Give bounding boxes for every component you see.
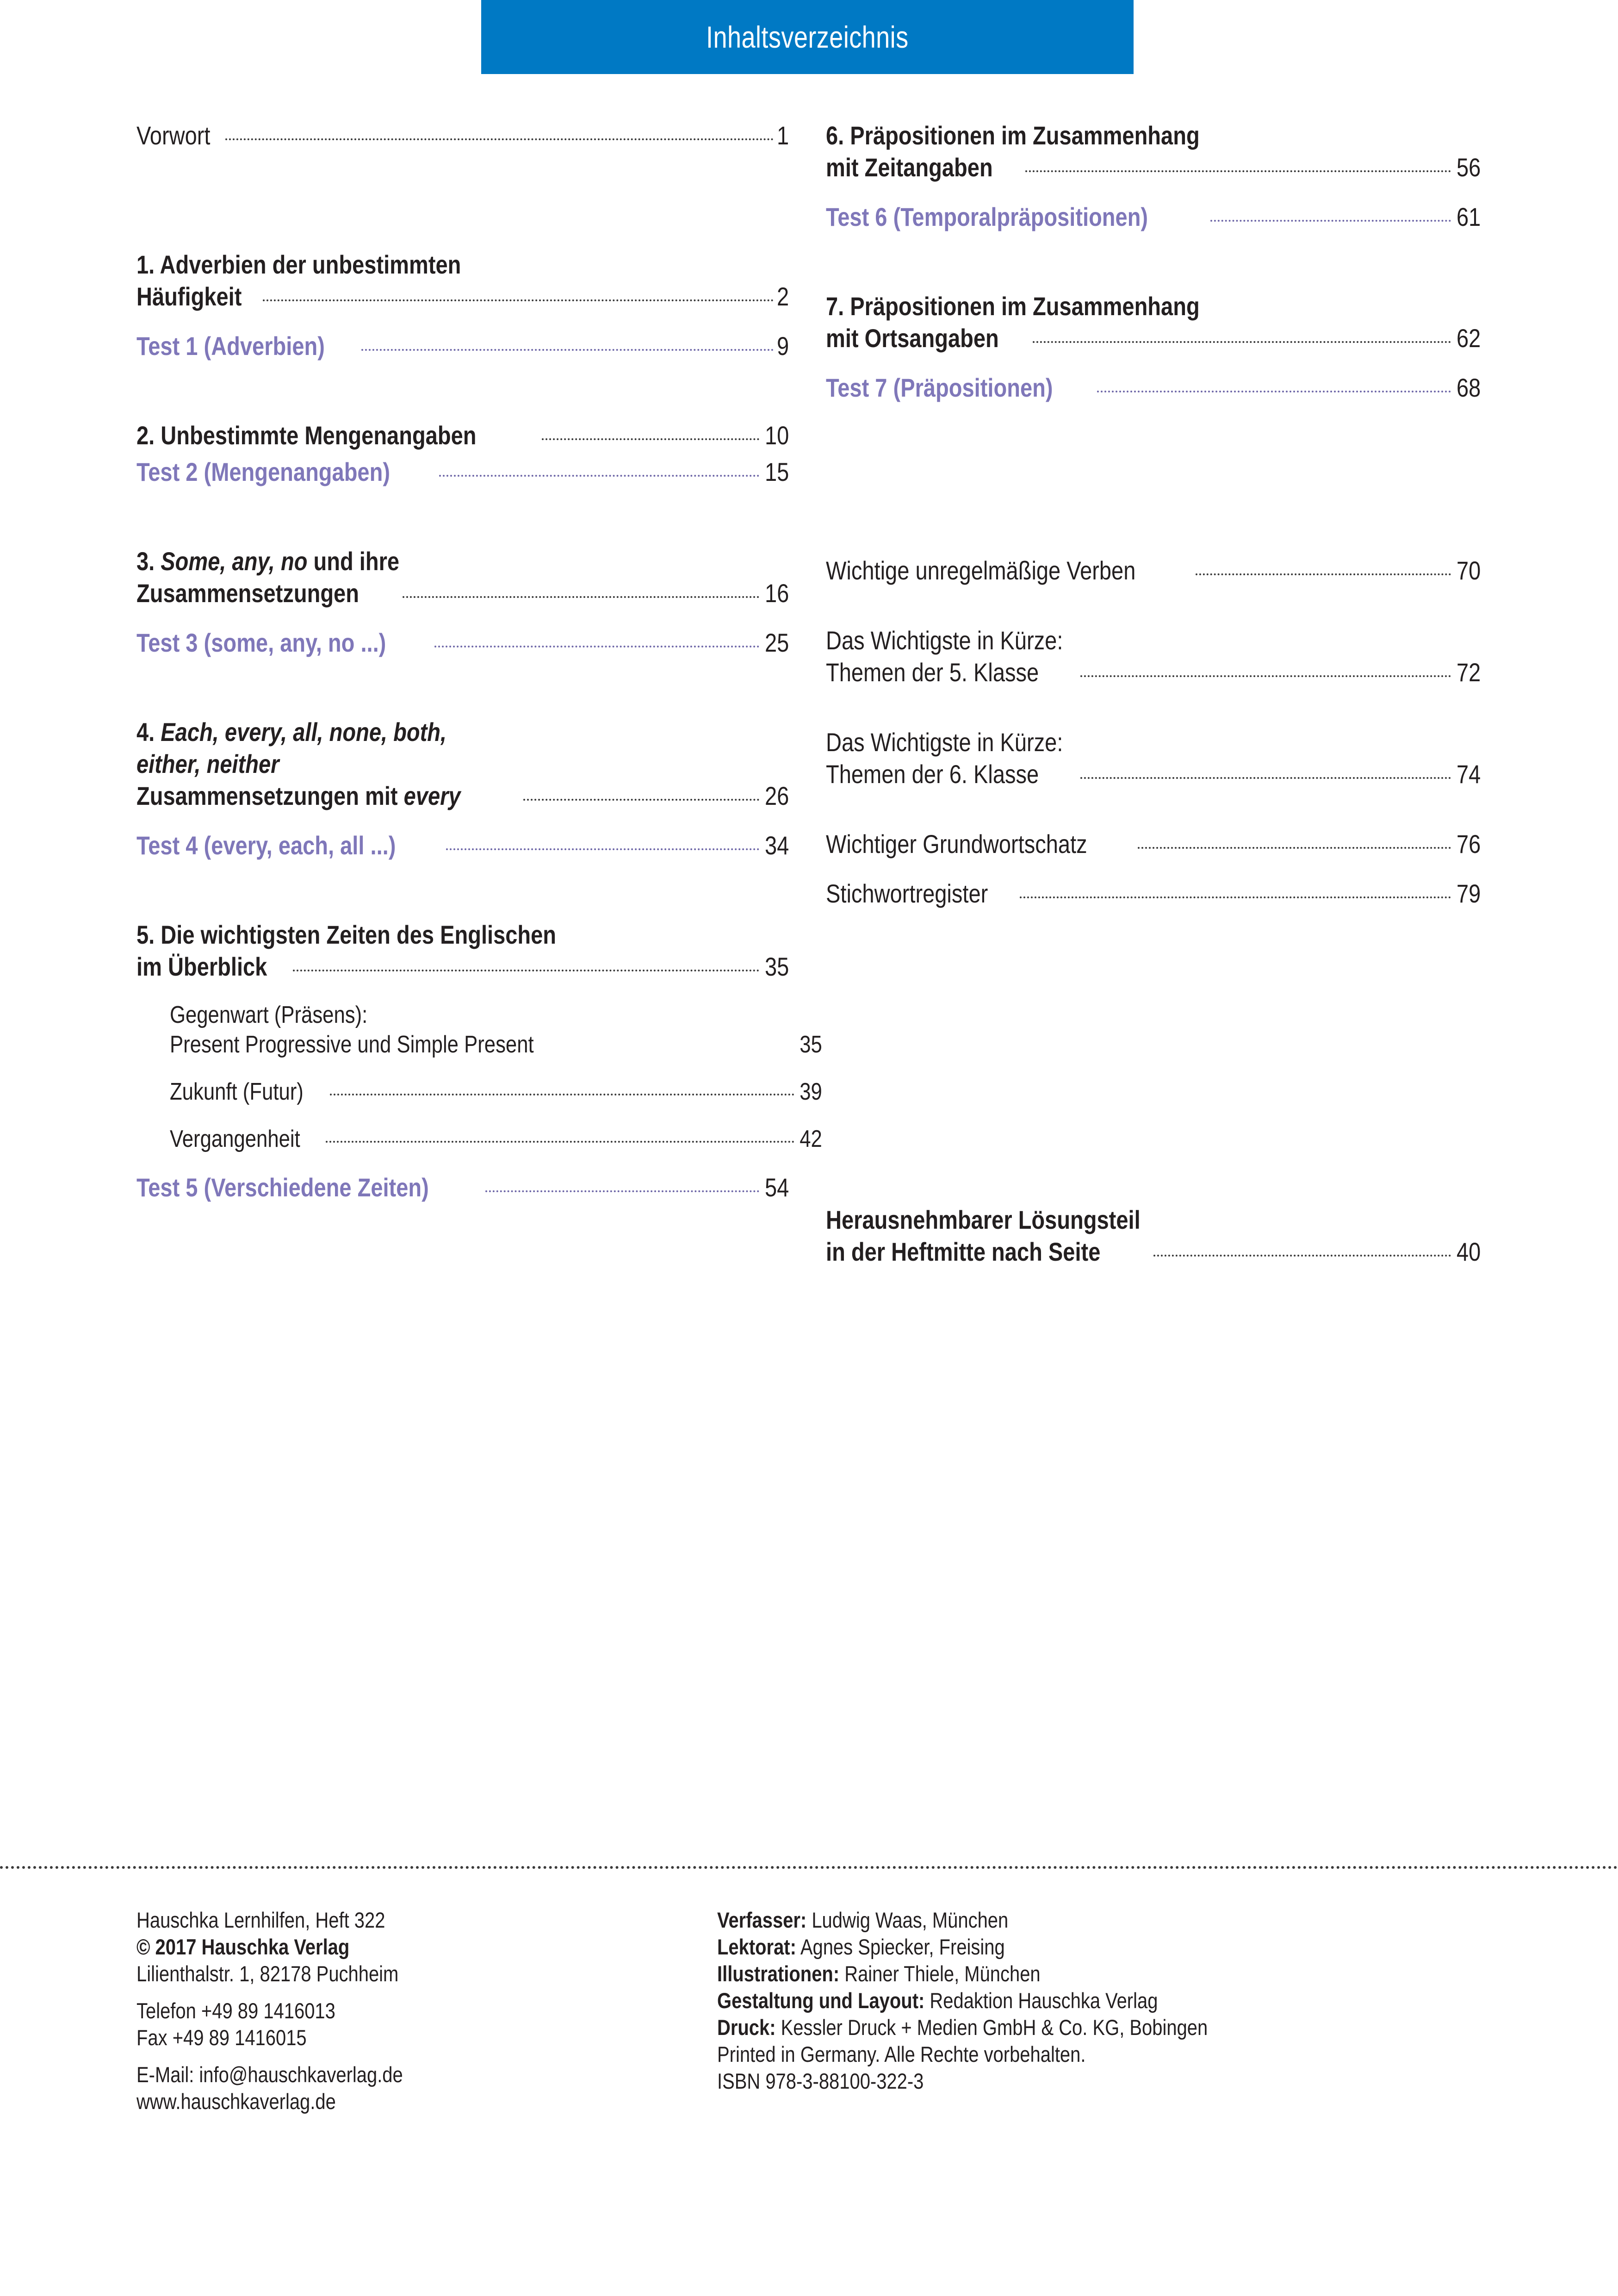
toc-entry-label: Wichtige unregelmäßige Verben [826,556,1136,585]
toc-entry-kuerze5-line1[interactable] [826,625,1481,655]
spacer [826,908,1481,1205]
toc-entry-label: 4. Each, every, all, none, both, [136,717,447,747]
toc-page-number: 15 [764,457,789,486]
footer-phone: Telefon +49 89 1416013 [136,1998,335,2023]
spacer [136,1106,789,1125]
toc-entry-label: Stichwortregister [826,879,988,908]
toc-entry-label: 5. Die wichtigsten Zeiten des Englischen [136,920,557,949]
dot-leader [542,438,759,440]
toc-entry-test7[interactable] [826,373,1481,403]
footer-illustrationen: Illustrationen: Rainer Thiele, München [717,1961,1041,1986]
toc-entry-chapter6-line2[interactable] [826,152,1481,182]
spacer [136,658,789,717]
toc-entry-label: Test 1 (Adverbien) [136,331,325,361]
dot-leader [439,475,759,477]
toc-entry-stichwortregister[interactable] [826,878,1481,908]
dot-leader [1138,847,1451,849]
toc-page-number: 61 [1456,202,1481,231]
spacer [136,450,789,457]
toc-entry-test1[interactable] [136,331,789,361]
spacer [136,1987,692,1997]
toc-page-number: 79 [1456,879,1481,908]
toc-entry-chapter7-line1[interactable] [826,291,1481,321]
toc-entry-chapter7-line2[interactable] [826,323,1481,353]
dot-leader [1210,220,1451,222]
toc-page-number: 26 [764,781,789,810]
toc-entry-grundwortschatz[interactable] [826,829,1481,859]
spacer [136,982,789,1001]
toc-entry-chapter5-line2[interactable] [136,952,789,982]
toc-page-number: 70 [1456,556,1481,585]
toc-entry-kuerze6-line1[interactable] [826,727,1481,757]
footer-druck: Druck: Kessler Druck + Medien GmbH & Co. KG, Bobingen [717,2015,1208,2040]
toc-page-number: 1 [776,121,789,150]
dot-leader [293,970,759,971]
dot-leader [263,299,774,301]
toc-entry-label: Das Wichtigste in Kürze: [826,626,1063,655]
toc-right-column [826,120,1481,1267]
toc-entry-label: Vergangenheit [170,1126,300,1152]
toc-entry-label: 2. Unbestimmte Mengenangaben [136,421,477,450]
toc-entry-kuerze6-line2[interactable] [826,759,1481,789]
toc-entry-label: 6. Präpositionen im Zusammenhang [826,121,1200,150]
toc-entry-label: Test 6 (Temporalpräpositionen) [826,202,1148,231]
dot-leader [523,799,759,801]
toc-entry-label: Test 3 (some, any, no ...) [136,628,386,657]
toc-entry-label: either, neither [136,749,279,778]
footer-lektorat: Lektorat: Agnes Spiecker, Freising [717,1935,1005,1959]
spacer [136,150,789,249]
spacer [136,1153,789,1172]
toc-entry-label: 3. Some, any, no und ihre [136,547,400,576]
toc-entry-test5[interactable] [136,1172,789,1202]
toc-entry-test6[interactable] [826,202,1481,232]
toc-entry-label: Test 5 (Verschiedene Zeiten) [136,1173,429,1202]
dot-leader [326,1141,794,1143]
footer-credits-block [717,1907,1550,2095]
toc-page-number: 56 [1456,153,1481,182]
toc-entry-loesungsteil-line1[interactable] [826,1205,1481,1235]
toc-page-number: 34 [764,831,789,860]
dot-leader [1020,896,1451,898]
spacer [136,487,789,546]
page-header-banner [481,0,1134,74]
toc-entry-label: Zusammensetzungen mit every [136,781,461,810]
footer-publisher-block [136,1907,692,2115]
toc-page-number: 35 [800,1031,822,1058]
toc-entry-loesungsteil-line2[interactable] [826,1237,1481,1267]
toc-entry-chapter3-line2[interactable] [136,578,789,608]
footer-copyright: © 2017 Hauschka Verlag [136,1935,350,1959]
footer-email[interactable]: E-Mail: info@hauschkaverlag.de [136,2062,403,2087]
dot-leader [1033,341,1451,343]
dot-leader [485,1190,759,1192]
toc-entry-label: Themen der 6. Klasse [826,759,1039,789]
toc-entry-chapter1-line2[interactable] [136,281,789,311]
toc-entry-chapter3-line1[interactable] [136,546,789,576]
toc-entry-test4[interactable] [136,830,789,860]
toc-entry-label: Wichtiger Grundwortschatz [826,829,1087,859]
toc-entry-label: Themen der 5. Klasse [826,658,1039,687]
toc-entry-label: Test 4 (every, each, all ...) [136,831,396,860]
toc-entry-label: Häufigkeit [136,282,242,311]
toc-entry-label: Zukunft (Futur) [170,1078,304,1105]
toc-page-number: 25 [764,628,789,657]
toc-entry-vorwort[interactable] [136,120,789,150]
toc-subentry-vergangenheit[interactable] [136,1125,822,1153]
toc-page-number: 74 [1456,759,1481,789]
footer-address: Lilienthalstr. 1, 82178 Puchheim [136,1961,399,1986]
footer-isbn: ISBN 978-3-88100-322-3 [717,2069,924,2093]
dot-leader [446,848,759,850]
spacer [136,811,789,830]
footer-website[interactable]: www.hauschkaverlag.de [136,2089,336,2114]
toc-entry-chapter4-line1[interactable] [136,717,789,747]
dot-leader [1097,391,1451,392]
spacer [136,608,789,628]
toc-page-number: 16 [764,579,789,608]
toc-entry-label: 7. Präpositionen im Zusammenhang [826,292,1200,321]
toc-entry-label: Herausnehmbarer Lösungsteil [826,1205,1141,1234]
toc-subentry-gegenwart-line2[interactable] [136,1031,822,1058]
toc-entry-label: im Überblick [136,952,267,981]
spacer [826,687,1481,727]
footer-verfasser: Verfasser: Ludwig Waas, München [717,1908,1009,1932]
dot-leader [1196,573,1451,575]
dot-leader [330,1094,794,1095]
toc-entry-label: Test 2 (Mengenangaben) [136,457,390,486]
toc-entry-test2[interactable] [136,457,789,487]
toc-entry-label: Zusammensetzungen [136,579,359,608]
footer-printed-in-germany: Printed in Germany. Alle Rechte vorbehalten. [717,2042,1086,2066]
footer-series: Hauschka Lernhilfen, Heft 322 [136,1908,385,1932]
footer-gestaltung: Gestaltung und Layout: Redaktion Hauschka Verlag [717,1988,1158,2013]
toc-page-number: 9 [776,331,789,361]
toc-page-number: 76 [1456,829,1481,859]
spacer [136,311,789,331]
toc-entry-label: Present Progressive und Simple Present [170,1031,534,1058]
footer-divider [0,1866,1618,1869]
toc-entry-chapter6-line1[interactable] [826,120,1481,150]
toc-entry-chapter2[interactable] [136,420,789,450]
footer-fax: Fax +49 89 1416015 [136,2025,307,2050]
dot-leader [1080,675,1451,677]
toc-page-number: 68 [1456,373,1481,402]
toc-entry-label: Vorwort [136,121,211,150]
toc-page-number: 10 [764,421,789,450]
spacer [136,2051,692,2061]
spacer [136,1058,789,1078]
toc-entry-label: Das Wichtigste in Kürze: [826,728,1063,757]
dot-leader [1153,1255,1451,1257]
dot-leader [361,349,773,351]
toc-entry-chapter5-line1[interactable] [136,920,789,950]
toc-entry-kuerze5-line2[interactable] [826,657,1481,687]
toc-entry-chapter4-line3[interactable] [136,781,789,811]
spacer [136,361,789,420]
spacer [136,860,789,920]
toc-entry-label: mit Ortsangaben [826,324,999,353]
spacer [826,585,1481,625]
dot-leader [225,138,774,140]
toc-entry-chapter4-line2[interactable] [136,749,789,779]
dot-leader [1025,170,1451,172]
page-title: Inhaltsverzeichnis [706,20,909,54]
toc-entry-chapter1-line1[interactable] [136,249,789,280]
toc-entry-label: mit Zeitangaben [826,153,993,182]
dot-leader [434,646,759,647]
toc-entry-label: Test 7 (Präpositionen) [826,373,1053,402]
toc-entry-unregelmaessige-verben[interactable] [826,555,1481,585]
toc-subentry-gegenwart-line1[interactable] [136,1001,822,1029]
spacer [826,182,1481,202]
toc-page-number: 72 [1456,658,1481,687]
toc-page-number: 35 [764,952,789,981]
toc-page-number: 62 [1456,324,1481,353]
dot-leader [1080,777,1451,779]
toc-left-column [136,120,822,1202]
toc-subentry-zukunft[interactable] [136,1078,822,1106]
spacer [826,403,1481,555]
toc-entry-label: in der Heftmitte nach Seite [826,1237,1101,1266]
toc-page-number: 42 [800,1126,822,1152]
toc-entry-label: Gegenwart (Präsens): [170,1002,368,1028]
dot-leader [403,596,759,598]
toc-page-number: 39 [800,1078,822,1105]
spacer [826,232,1481,291]
spacer [826,353,1481,373]
spacer [826,789,1481,829]
toc-page-number: 2 [776,282,789,311]
toc-entry-label: 1. Adverbien der unbestimmten [136,250,461,279]
toc-entry-test3[interactable] [136,628,789,658]
toc-page-number: 54 [764,1173,789,1202]
spacer [826,859,1481,878]
toc-page-number: 40 [1456,1237,1481,1266]
